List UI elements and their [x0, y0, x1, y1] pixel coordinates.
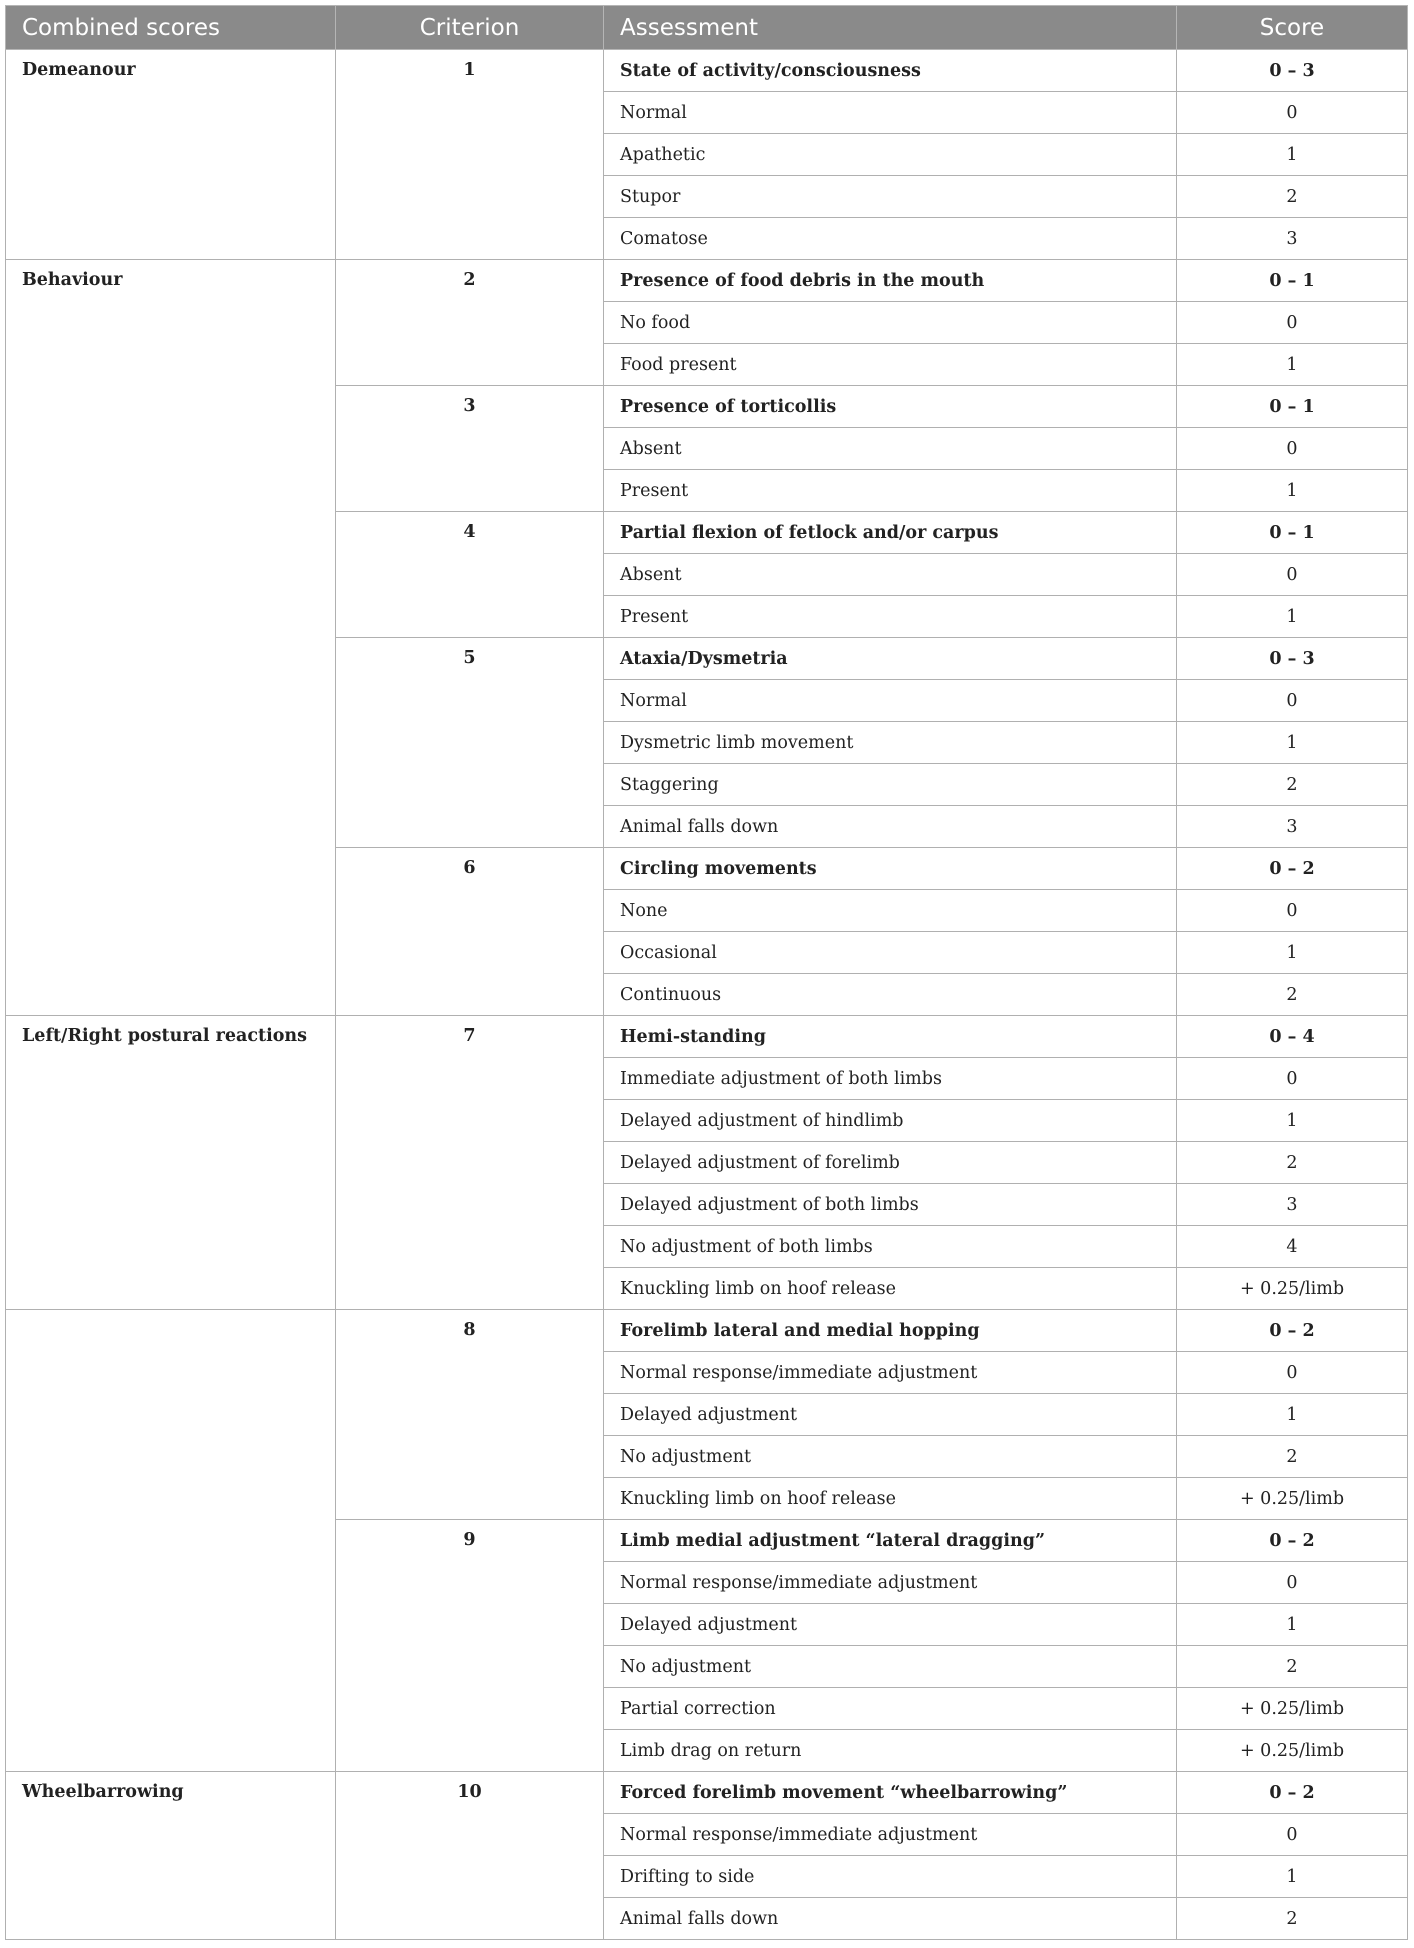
criterion-score-range: 0 – 2 — [1177, 848, 1408, 890]
criterion-number: 10 — [336, 1772, 604, 1940]
assessment-text: Normal response/immediate adjustment — [604, 1562, 1177, 1604]
assessment-text: Delayed adjustment — [604, 1394, 1177, 1436]
assessment-score: 4 — [1177, 1226, 1408, 1268]
assessment-score: 1 — [1177, 1856, 1408, 1898]
criterion-number: 4 — [336, 512, 604, 638]
assessment-score: + 0.25/limb — [1177, 1268, 1408, 1310]
header-row — [6, 6, 1408, 50]
assessment-text: Staggering — [604, 764, 1177, 806]
assessment-text: Delayed adjustment of forelimb — [604, 1142, 1177, 1184]
assessment-score: 0 — [1177, 92, 1408, 134]
group-label: Left/Right postural reactions — [6, 1016, 336, 1310]
criterion-number: 7 — [336, 1016, 604, 1310]
assessment-text: Knuckling limb on hoof release — [604, 1478, 1177, 1520]
criterion-title: Presence of torticollis — [604, 386, 1177, 428]
assessment-text: Limb drag on return — [604, 1730, 1177, 1772]
criterion-title: Ataxia/Dysmetria — [604, 638, 1177, 680]
criterion-title: Presence of food debris in the mouth — [604, 260, 1177, 302]
criterion-score-range: 0 – 1 — [1177, 512, 1408, 554]
assessment-score: 0 — [1177, 1562, 1408, 1604]
assessment-score: 0 — [1177, 1058, 1408, 1100]
assessment-score: + 0.25/limb — [1177, 1478, 1408, 1520]
assessment-text: Food present — [604, 344, 1177, 386]
assessment-score: 1 — [1177, 1394, 1408, 1436]
assessment-text: Partial correction — [604, 1688, 1177, 1730]
assessment-text: Delayed adjustment — [604, 1604, 1177, 1646]
assessment-score: 0 — [1177, 680, 1408, 722]
group-label: Wheelbarrowing — [6, 1772, 336, 1940]
group-label — [6, 1310, 336, 1772]
assessment-text: No adjustment — [604, 1436, 1177, 1478]
criterion-title: Forced forelimb movement “wheelbarrowing” — [604, 1772, 1177, 1814]
criterion-score-range: 0 – 4 — [1177, 1016, 1408, 1058]
criterion-score-range: 0 – 2 — [1177, 1310, 1408, 1352]
header-criterion: Criterion — [336, 6, 604, 50]
assessment-score: 1 — [1177, 722, 1408, 764]
header-assessment: Assessment — [604, 6, 1177, 50]
assessment-text: Normal response/immediate adjustment — [604, 1814, 1177, 1856]
assessment-text: Apathetic — [604, 134, 1177, 176]
criterion-number: 2 — [336, 260, 604, 386]
assessment-text: Drifting to side — [604, 1856, 1177, 1898]
criterion-score-range: 0 – 3 — [1177, 638, 1408, 680]
assessment-score: 3 — [1177, 218, 1408, 260]
assessment-score: + 0.25/limb — [1177, 1730, 1408, 1772]
assessment-text: Knuckling limb on hoof release — [604, 1268, 1177, 1310]
assessment-score: 2 — [1177, 1898, 1408, 1940]
assessment-text: Normal response/immediate adjustment — [604, 1352, 1177, 1394]
table-body — [6, 50, 1408, 1940]
criterion-heading-row — [6, 260, 1408, 302]
assessment-score: 2 — [1177, 1142, 1408, 1184]
criterion-number: 1 — [336, 50, 604, 260]
assessment-score: 0 — [1177, 554, 1408, 596]
criterion-title: Limb medial adjustment “lateral dragging” — [604, 1520, 1177, 1562]
assessment-score: 2 — [1177, 176, 1408, 218]
assessment-score: 1 — [1177, 1604, 1408, 1646]
criterion-title: Hemi-standing — [604, 1016, 1177, 1058]
header-score: Score — [1177, 6, 1408, 50]
table-header — [6, 6, 1408, 50]
assessment-text: Normal — [604, 92, 1177, 134]
header-combined-scores: Combined scores — [6, 6, 336, 50]
assessment-text: Animal falls down — [604, 1898, 1177, 1940]
assessment-score: 2 — [1177, 1436, 1408, 1478]
assessment-score: 1 — [1177, 344, 1408, 386]
assessment-text: Present — [604, 470, 1177, 512]
assessment-score: 2 — [1177, 764, 1408, 806]
assessment-text: Continuous — [604, 974, 1177, 1016]
criterion-number: 6 — [336, 848, 604, 1016]
assessment-score: 0 — [1177, 890, 1408, 932]
group-label: Behaviour — [6, 260, 336, 1016]
group-label: Demeanour — [6, 50, 336, 260]
assessment-score: 0 — [1177, 428, 1408, 470]
assessment-score: 1 — [1177, 932, 1408, 974]
criterion-title: State of activity/consciousness — [604, 50, 1177, 92]
criterion-title: Circling movements — [604, 848, 1177, 890]
assessment-score: 0 — [1177, 1814, 1408, 1856]
assessment-text: Immediate adjustment of both limbs — [604, 1058, 1177, 1100]
assessment-text: Dysmetric limb movement — [604, 722, 1177, 764]
criterion-score-range: 0 – 2 — [1177, 1772, 1408, 1814]
criterion-number: 8 — [336, 1310, 604, 1520]
assessment-score: 2 — [1177, 974, 1408, 1016]
score-table-container — [5, 5, 1407, 1940]
assessment-score: 1 — [1177, 470, 1408, 512]
criterion-score-range: 0 – 3 — [1177, 50, 1408, 92]
assessment-text: Delayed adjustment of hindlimb — [604, 1100, 1177, 1142]
assessment-text: No adjustment of both limbs — [604, 1226, 1177, 1268]
assessment-score: 0 — [1177, 1352, 1408, 1394]
assessment-text: Absent — [604, 554, 1177, 596]
assessment-text: No food — [604, 302, 1177, 344]
assessment-score: 1 — [1177, 134, 1408, 176]
criterion-number: 3 — [336, 386, 604, 512]
assessment-text: Stupor — [604, 176, 1177, 218]
assessment-score: 1 — [1177, 596, 1408, 638]
assessment-text: Present — [604, 596, 1177, 638]
assessment-score: 3 — [1177, 806, 1408, 848]
assessment-text: No adjustment — [604, 1646, 1177, 1688]
criterion-heading-row — [6, 50, 1408, 92]
assessment-text: Comatose — [604, 218, 1177, 260]
assessment-score: 0 — [1177, 302, 1408, 344]
assessment-score: 1 — [1177, 1100, 1408, 1142]
assessment-text: Absent — [604, 428, 1177, 470]
assessment-text: Animal falls down — [604, 806, 1177, 848]
assessment-score: 2 — [1177, 1646, 1408, 1688]
criterion-heading-row — [6, 1310, 1408, 1352]
criterion-title: Partial flexion of fetlock and/or carpus — [604, 512, 1177, 554]
criterion-heading-row — [6, 1016, 1408, 1058]
scoring-table — [5, 5, 1408, 1940]
criterion-score-range: 0 – 2 — [1177, 1520, 1408, 1562]
criterion-number: 5 — [336, 638, 604, 848]
assessment-score: + 0.25/limb — [1177, 1688, 1408, 1730]
criterion-score-range: 0 – 1 — [1177, 386, 1408, 428]
criterion-number: 9 — [336, 1520, 604, 1772]
assessment-text: Occasional — [604, 932, 1177, 974]
assessment-text: None — [604, 890, 1177, 932]
assessment-text: Normal — [604, 680, 1177, 722]
assessment-text: Delayed adjustment of both limbs — [604, 1184, 1177, 1226]
assessment-score: 3 — [1177, 1184, 1408, 1226]
criterion-score-range: 0 – 1 — [1177, 260, 1408, 302]
criterion-title: Forelimb lateral and medial hopping — [604, 1310, 1177, 1352]
criterion-heading-row — [6, 1772, 1408, 1814]
